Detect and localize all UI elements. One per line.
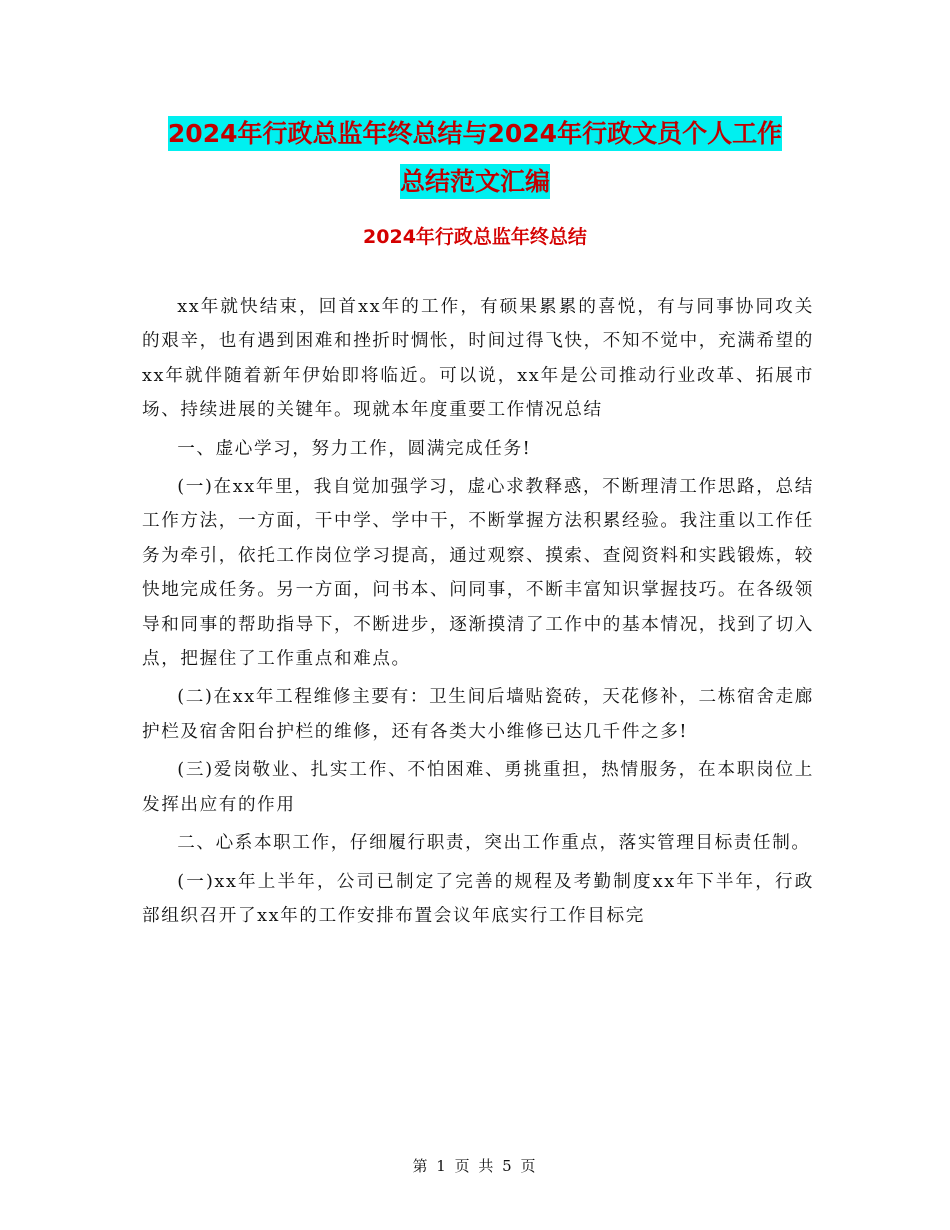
paragraph: xx年就快结束，回首xx年的工作，有硕果累累的喜悦，有与同事协同攻关的艰辛，也有遇到困难和挫折时惆怅，时间过得飞快，不知不觉中，充满希望的 xx年就伴随着新年伊始即将临近。可以说，xx年是公司推动行业改革、拓展市场、持续进展的关键年。现就本年度重要工作情况总结 <box>142 297 814 421</box>
title-line-1: 2024年行政总监年终总结与2024年行政文员个人工作 <box>168 116 782 151</box>
paragraph: (一)xx年上半年，公司已制定了完善的规程及考勤制度xx年下半年，行政部组织召开了xx年的工作安排布置会议年底实行工作目标完 <box>142 871 814 926</box>
paragraph: 一、虚心学习，努力工作，圆满完成任务! <box>177 438 532 459</box>
body-text <box>142 290 814 937</box>
paragraph: (二)在xx年工程维修主要有：卫生间后墙贴瓷砖，天花修补，二栋宿舍走廊护栏及宿舍阳台护栏的维修，还有各类大小维修已达几千件之多! <box>142 687 814 742</box>
title-line-2: 总结范文汇编 <box>400 164 550 199</box>
paragraph: (一)在xx年里，我自觉加强学习，虚心求教释惑，不断理清工作思路，总结工作方法，一方面，干中学、学中干，不断掌握方法积累经验。我注重以工作任务为牵引，依托工作岗位学习提高，通过观察、摸索、查阅资料和实践锻炼，较快地完成任务。另一方面，问书本、问同事，不断丰富知识掌握技巧。在各级领导和同事的帮助指导下，不断进步，逐渐摸清了工作中的基本情况，找到了切入点，把握住了工作重点和难点。 <box>142 477 814 670</box>
paragraph: 二、心系本职工作，仔细履行职责，突出工作重点，落实管理目标责任制。 <box>177 833 811 854</box>
document-title <box>130 110 820 206</box>
section-title: 2024年行政总监年终总结 <box>363 226 587 248</box>
paragraph: (三)爱岗敬业、扎实工作、不怕困难、勇挑重担，热情服务，在本职岗位上发挥出应有的作用 <box>142 760 814 815</box>
page-footer: 第 1 页 共 5 页 <box>412 1157 538 1175</box>
